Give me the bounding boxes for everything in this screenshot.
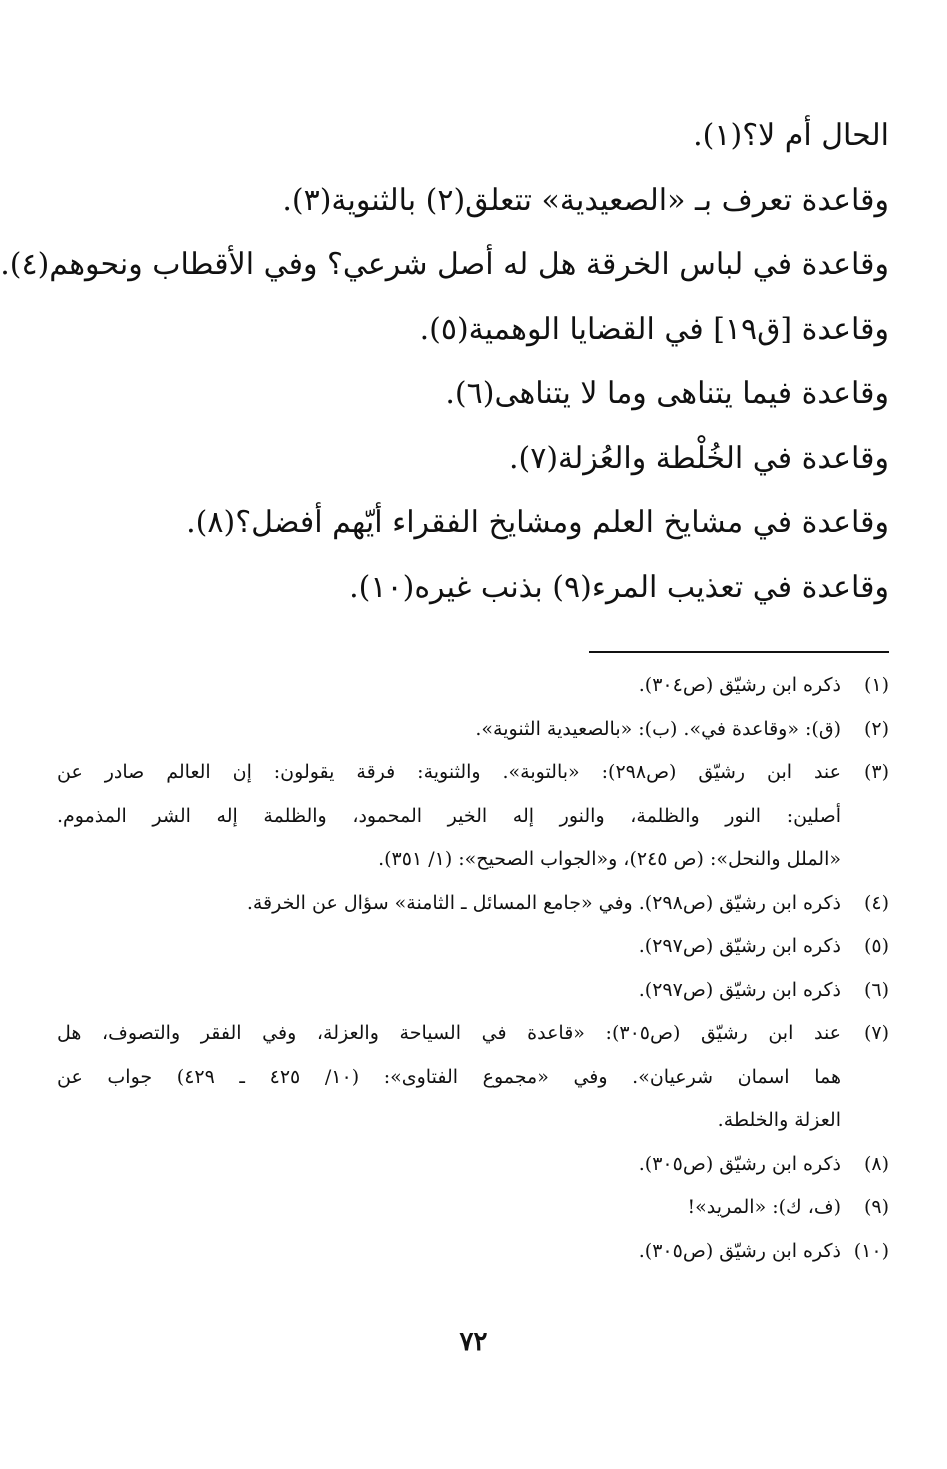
footnote-text-line: أصلين: النور والظلمة، والنور إله الخير المحمود، والظلمة إله الشر المذموم. [57,804,841,827]
footnote-1 [57,664,889,708]
footnote-number: (٣) [863,761,889,783]
footnote-number: (٥) [863,935,889,957]
footnote-text: ذكره ابن رشيّق (ص٢٩٧). [638,978,841,1001]
footnote-text-line: العزلة والخلطة. [717,1109,841,1131]
footnote-text: ذكره ابن رشيّق (ص٣٠٤). [638,674,841,696]
main-text-line: وقاعدة في مشايخ العلم ومشايخ الفقراء أيّهم أفضل؟(٨). [186,505,889,540]
main-text-line: الحال أم لا؟(١). [693,118,889,153]
footnote-4 [57,882,889,926]
footnote-8 [57,1143,889,1187]
footnote-text: (ف، ك): «المريد»! [687,1196,841,1218]
footnote-9 [57,1186,889,1230]
footnote-number: (١) [863,674,889,696]
footnotes [57,664,889,1273]
footnote-7 [57,1012,889,1143]
footnote-text: ذكره ابن رشيّق (ص٢٩٧). [638,935,841,957]
footnote-text-line: عند ابن رشيّق (ص٣٠٥): «قاعدة في السياحة والعزلة، وفي الفقر والتصوف، هل [57,1022,842,1044]
footnote-text-line: «الملل والنحل»: (ص ٢٤٥)، و«الجواب الصحيح»: (١/ ٣٥١). [378,848,841,870]
footnote-number: (٧) [863,1022,889,1044]
footnote-10 [57,1230,889,1274]
footnote-text: ذكره ابن رشيّق (ص٢٩٨). وفي «جامع المسائل ـ الثامنة» سؤال عن الخرقة. [246,891,841,914]
footnote-text [57,751,841,882]
main-text [0,104,889,620]
footnote-text-line: هما اسمان شرعيان». وفي «مجموع الفتاوى»: (١٠/ ٤٢٥ ـ ٤٢٩) جواب عن [57,1065,841,1088]
footnote-text [57,1012,841,1143]
footnote-3 [57,751,889,882]
footnote-number: (٩) [863,1196,889,1218]
footnote-number: (٦) [863,978,889,1001]
footnote-6 [57,969,889,1013]
main-text-line: وقاعدة في لباس الخرقة هل له أصل شرعي؟ وفي الأقطاب ونحوهم(٤). [0,247,889,282]
main-text-line: وقاعدة [ق١٩] في القضايا الوهمية(٥). [419,311,889,347]
footnote-5 [57,925,889,969]
footnote-number: (٤) [863,891,889,914]
footnote-number: (١٠) [853,1239,889,1262]
footnote-text: ذكره ابن رشيّق (ص٣٠٥). [638,1239,841,1262]
footnote-number: (٢) [863,717,889,740]
main-text-line: وقاعدة فيما يتناهى وما لا يتناهى(٦). [445,376,889,411]
page-number: ٧٢ [459,1327,488,1357]
footnote-number: (٨) [863,1152,889,1175]
main-text-line: وقاعدة في الخُلْطة والعُزلة(٧). [508,440,889,476]
footnote-text-line: عند ابن رشيّق (ص٢٩٨): «بالتوبة». والثنوية: فرقة يقولون: إن العالم صادر عن [57,761,841,783]
footnote-divider [589,651,889,653]
footnote-2 [57,708,889,752]
main-text-line: وقاعدة في تعذيب المرء(٩) بذنب غيره(١٠). [349,569,889,605]
main-text-line: وقاعدة تعرف بـ «الصعيدية» تتعلق(٢) بالثنوية(٣). [282,182,889,218]
footnote-text: (ق): «وقاعدة في». (ب): «بالصعيدية الثنوية». [475,717,841,740]
footnote-text: ذكره ابن رشيّق (ص٣٠٥). [638,1152,841,1175]
